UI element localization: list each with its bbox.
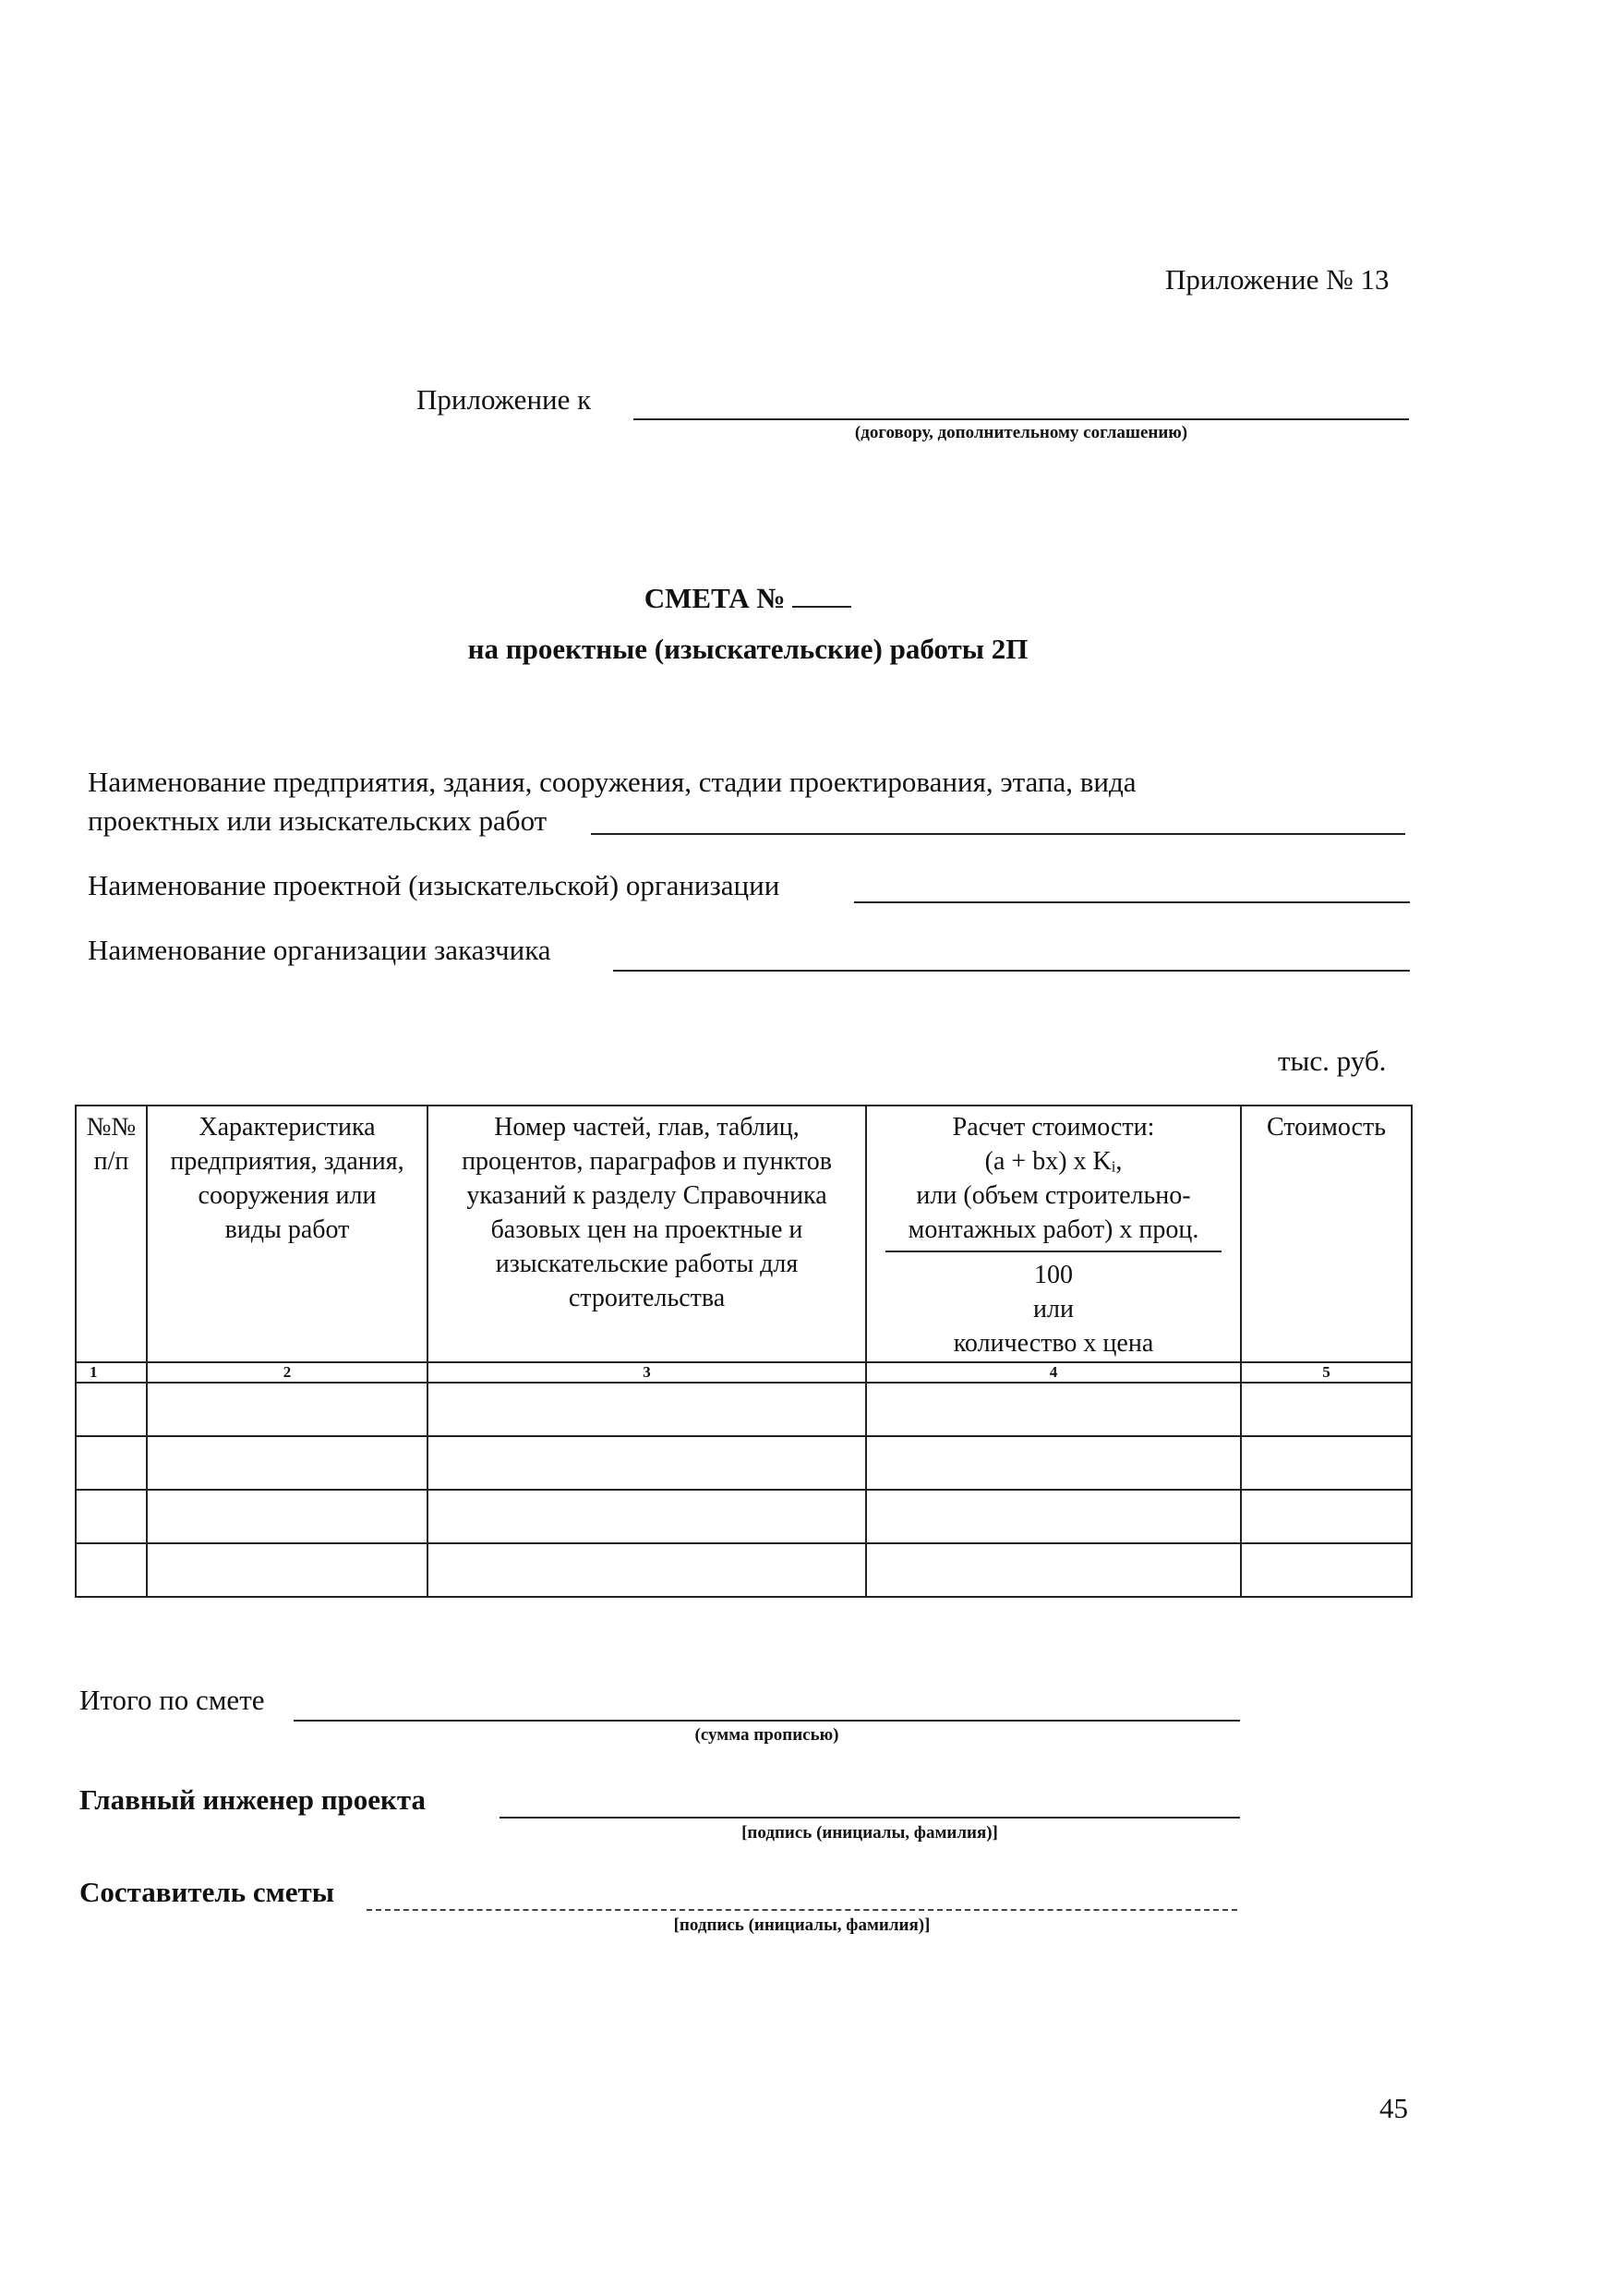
- header-number-line: №№: [86, 1113, 137, 1142]
- customer-org-input-line[interactable]: [613, 970, 1410, 972]
- table-row: [76, 1436, 1412, 1490]
- header-reference-line: строительства: [568, 1284, 726, 1312]
- header-characteristic-line: предприятия, здания,: [170, 1147, 404, 1176]
- page-number: 45: [1379, 2092, 1408, 2124]
- header-number-line: п/п: [93, 1147, 129, 1176]
- header-cost: [1241, 1106, 1412, 1362]
- table-cell[interactable]: [76, 1543, 147, 1597]
- header-characteristic-line: сооружения или: [198, 1181, 377, 1210]
- chief-engineer-signature-line[interactable]: [500, 1817, 1240, 1819]
- table-cell[interactable]: [1241, 1490, 1412, 1543]
- column-number: 1: [76, 1362, 147, 1383]
- header-calculation: [866, 1106, 1241, 1362]
- header-reference-line: изыскательские работы для: [495, 1250, 799, 1278]
- table-cell[interactable]: [427, 1490, 866, 1543]
- estimate-subtitle: на проектные (изыскательские) работы 2П: [467, 633, 1029, 665]
- table-cell[interactable]: [427, 1543, 866, 1597]
- estimate-table: [75, 1105, 1413, 1598]
- header-reference: [427, 1106, 866, 1362]
- estimate-title-text: СМЕТА №: [644, 582, 786, 614]
- table-cell[interactable]: [147, 1543, 427, 1597]
- calculation-line: или (объем строительно-: [916, 1181, 1191, 1210]
- units-label: тыс. руб.: [1278, 1045, 1387, 1077]
- estimate-number-blank[interactable]: [792, 580, 851, 608]
- compiler-signature-line[interactable]: [367, 1909, 1237, 1911]
- attachment-label: Приложение к: [416, 383, 592, 416]
- header-characteristic-line: Характеристика: [199, 1113, 376, 1142]
- calculation-denominator: [867, 1252, 1240, 1360]
- table-cell[interactable]: [76, 1490, 147, 1543]
- enterprise-label-line1: Наименование предприятия, здания, сооружения, стадии проектирования, этапа, вида: [88, 766, 1137, 798]
- table-cell[interactable]: [147, 1383, 427, 1436]
- column-number-row: [76, 1362, 1412, 1383]
- table-cell[interactable]: [866, 1436, 1241, 1490]
- column-number: 5: [1241, 1362, 1412, 1383]
- calculation-numerator: [885, 1110, 1222, 1252]
- chief-engineer-caption: [подпись (инициалы, фамилия)]: [741, 1823, 998, 1843]
- table-cell[interactable]: [76, 1436, 147, 1490]
- calculation-line: количество x цена: [953, 1329, 1154, 1358]
- appendix-label: Приложение № 13: [1165, 263, 1390, 296]
- table-cell[interactable]: [866, 1383, 1241, 1436]
- header-characteristic-line: виды работ: [224, 1215, 350, 1244]
- attachment-caption: (договору, дополнительному соглашению): [854, 423, 1188, 442]
- table-row: [76, 1490, 1412, 1543]
- table-cell[interactable]: [76, 1383, 147, 1436]
- table-cell[interactable]: [427, 1436, 866, 1490]
- estimate-title: [0, 580, 1496, 616]
- header-reference-line: Номер частей, глав, таблиц,: [494, 1113, 800, 1142]
- chief-engineer-label: Главный инженер проекта: [79, 1783, 427, 1816]
- header-cost-line: Стоимость: [1266, 1113, 1386, 1142]
- calculation-line: Расчет стоимости:: [952, 1113, 1155, 1142]
- header-characteristic: [147, 1106, 427, 1362]
- design-org-input-line[interactable]: [854, 901, 1410, 903]
- column-number: 3: [427, 1362, 866, 1383]
- table-cell[interactable]: [147, 1436, 427, 1490]
- table-cell[interactable]: [866, 1490, 1241, 1543]
- calculation-line: 100: [1034, 1261, 1073, 1289]
- header-reference-line: процентов, параграфов и пунктов: [462, 1147, 832, 1176]
- enterprise-label-line2: проектных или изыскательских работ: [88, 804, 548, 837]
- attachment-input-line[interactable]: [633, 418, 1409, 420]
- table-cell[interactable]: [1241, 1383, 1412, 1436]
- calculation-line: или: [1033, 1295, 1074, 1323]
- total-input-line[interactable]: [294, 1720, 1240, 1722]
- calculation-line: монтажных работ) x проц.: [908, 1215, 1199, 1244]
- total-caption: (сумма прописью): [694, 1725, 839, 1745]
- table-cell[interactable]: [1241, 1436, 1412, 1490]
- table-cell[interactable]: [866, 1543, 1241, 1597]
- table-row: [76, 1543, 1412, 1597]
- table-row: [76, 1383, 1412, 1436]
- design-org-label: Наименование проектной (изыскательской) организации: [88, 869, 780, 901]
- column-number: 2: [147, 1362, 427, 1383]
- table-header-row: [76, 1106, 1412, 1362]
- table-cell[interactable]: [427, 1383, 866, 1436]
- calculation-line: (a + bx) x Kᵢ,: [984, 1147, 1123, 1176]
- table-cell[interactable]: [147, 1490, 427, 1543]
- customer-org-label: Наименование организации заказчика: [88, 934, 551, 966]
- table-cell[interactable]: [1241, 1543, 1412, 1597]
- total-label: Итого по смете: [79, 1684, 265, 1716]
- enterprise-input-line[interactable]: [591, 833, 1405, 835]
- compiler-label: Составитель сметы: [79, 1876, 334, 1908]
- column-number: 4: [866, 1362, 1241, 1383]
- compiler-caption: [подпись (инициалы, фамилия)]: [673, 1915, 931, 1935]
- header-reference-line: базовых цен на проектные и: [490, 1215, 803, 1244]
- header-reference-line: указаний к разделу Справочника: [466, 1181, 827, 1210]
- header-number: [76, 1106, 147, 1362]
